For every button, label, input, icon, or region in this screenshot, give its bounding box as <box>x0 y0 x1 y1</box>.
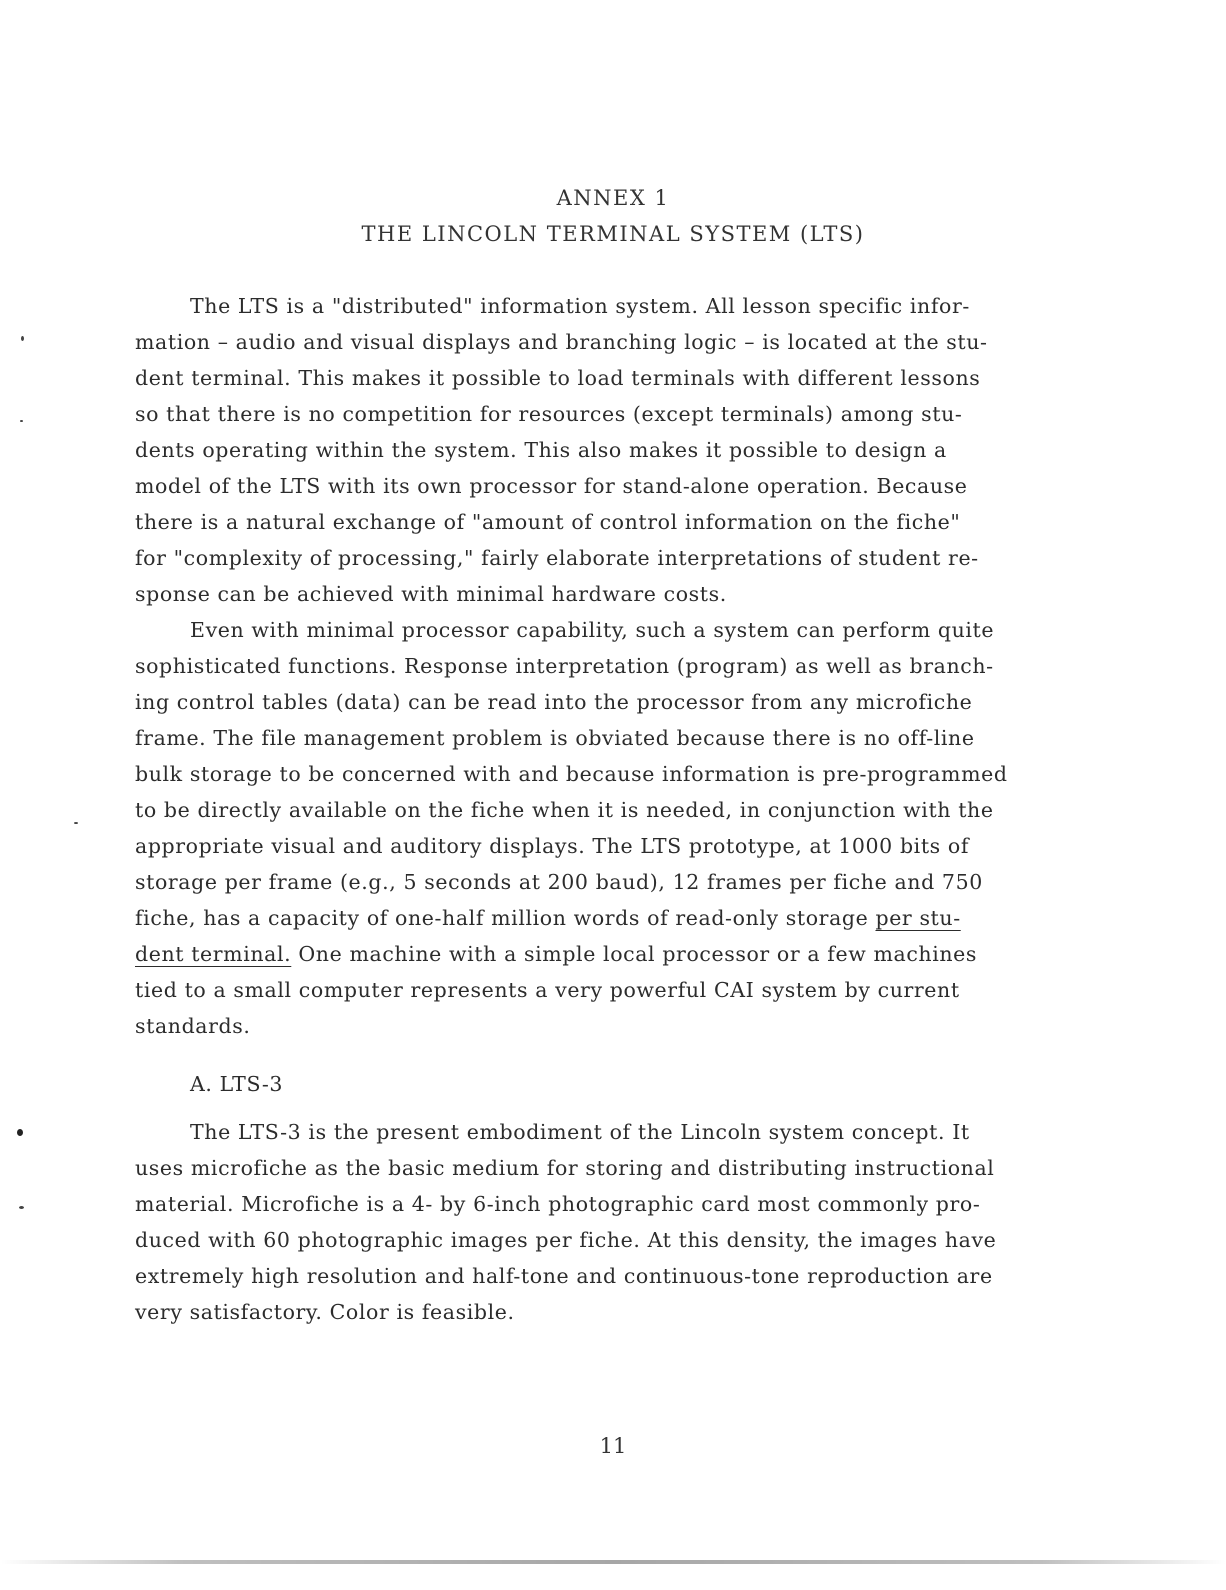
paragraph-line: dents operating within the system. This also makes it possible to design a <box>135 438 947 462</box>
underlined-text: per stu- <box>875 906 961 930</box>
paragraph-line: to be directly available on the fiche when it is needed, in conjunction with the <box>135 798 994 822</box>
paragraph-line: tied to a small computer represents a very powerful CAI system by current <box>135 978 960 1002</box>
paragraph-line: extremely high resolution and half-tone and continuous-tone reproduction are <box>135 1264 993 1288</box>
paragraph-line <box>135 906 961 930</box>
paragraph-line: frame. The file management problem is obviated because there is no off-line <box>135 726 975 750</box>
scan-speck <box>17 1129 23 1136</box>
page-number: 11 <box>599 1434 627 1458</box>
scan-speck <box>20 420 23 422</box>
paragraph-line: sponse can be achieved with minimal hardware costs. <box>135 582 727 606</box>
annex-title: THE LINCOLN TERMINAL SYSTEM (LTS) <box>361 222 865 246</box>
annex-label: ANNEX 1 <box>556 186 670 210</box>
paragraph-line: uses microfiche as the basic medium for storing and distributing instructional <box>135 1156 995 1180</box>
paragraph-line: ing control tables (data) can be read into the processor from any microfiche <box>135 690 973 714</box>
paragraph-line: appropriate visual and auditory displays. The LTS prototype, at 1000 bits of <box>135 834 970 858</box>
paragraph-line: so that there is no competition for resources (except terminals) among stu- <box>135 402 963 426</box>
paragraph-line: Even with minimal processor capability, such a system can perform quite <box>190 618 995 642</box>
paragraph-line: there is a natural exchange of "amount of control information on the fiche" <box>135 510 961 534</box>
paragraph-line: model of the LTS with its own processor for stand-alone operation. Because <box>135 474 968 498</box>
paragraph-line: sophisticated functions. Response interpretation (program) as well as branch- <box>135 654 994 678</box>
paragraph-line: duced with 60 photographic images per fiche. At this density, the images have <box>135 1228 997 1252</box>
paragraph-line: The LTS-3 is the present embodiment of the Lincoln system concept. It <box>190 1120 970 1144</box>
paragraph-line: bulk storage to be concerned with and because information is pre-programmed <box>135 762 1008 786</box>
paragraph-line: for "complexity of processing," fairly elaborate interpretations of student re- <box>135 546 979 570</box>
paragraph-line: material. Microfiche is a 4- by 6-inch photographic card most commonly pro- <box>135 1192 981 1216</box>
scan-speck <box>74 822 78 824</box>
paragraph-line: storage per frame (e.g., 5 seconds at 200 baud), 12 frames per fiche and 750 <box>135 870 983 894</box>
paragraph-line: standards. <box>135 1014 251 1038</box>
scan-speck <box>19 1206 24 1209</box>
scan-speck <box>21 336 24 341</box>
line-text: fiche, has a capacity of one-half million words of read-only storage <box>135 906 876 930</box>
scan-edge <box>0 1560 1226 1564</box>
underlined-text: dent terminal. <box>135 942 292 966</box>
paragraph-line: very satisfactory. Color is feasible. <box>135 1300 515 1324</box>
line-text: One machine with a simple local processor or a few machines <box>291 942 978 966</box>
paragraph-line: mation – audio and visual displays and branching logic – is located at the stu- <box>135 330 988 354</box>
paragraph-line: dent terminal. This makes it possible to load terminals with different lessons <box>135 366 981 390</box>
section-heading: A. LTS-3 <box>190 1072 284 1096</box>
paragraph-line: The LTS is a "distributed" information system. All lesson specific infor- <box>190 294 970 318</box>
paragraph-line <box>135 942 977 966</box>
